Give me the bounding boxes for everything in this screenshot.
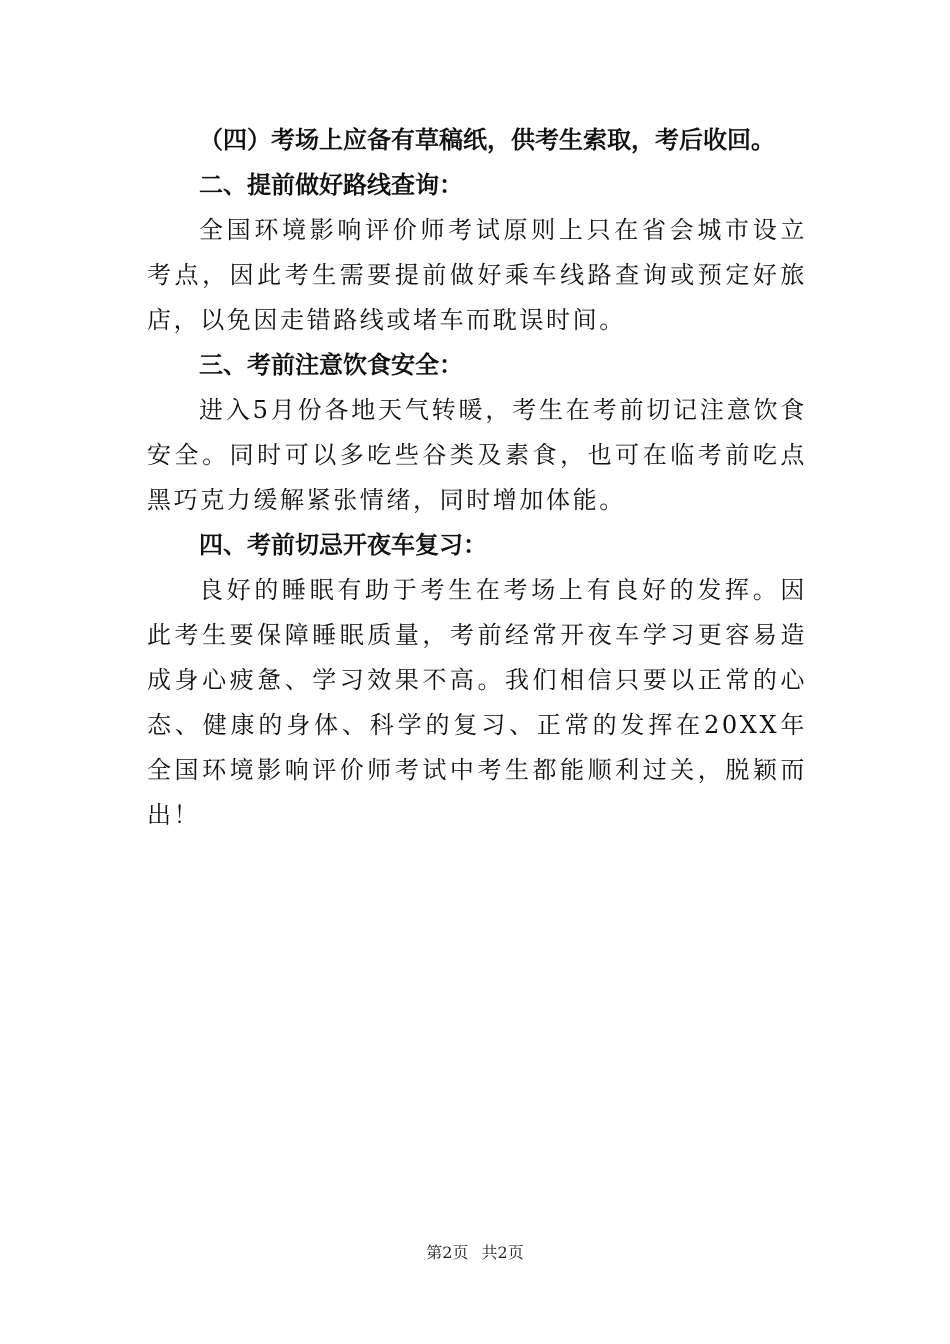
section-4-paragraph: 良好的睡眠有助于考生在考场上有良好的发挥。因此考生要保障睡眠质量，考前经常开夜车学习更容易造成身心疲惫、学习效果不高。我们相信只要以正常的心态、健康的身体、科学的复习、正常的发挥在20XX年全国环境影响评价师考试中考生都能顺利过关，脱颖而出！ <box>147 576 807 829</box>
page-footer <box>0 1240 950 1263</box>
section-2-paragraph: 全国环境影响评价师考试原则上只在省会城市设立考点，因此考生需要提前做好乘车线路查询或预定好旅店，以免因走错路线或堵车而耽误时间。 <box>147 216 807 334</box>
document-body <box>147 118 807 838</box>
section-4-title: 四、考前切忌开夜车复习： <box>199 531 487 559</box>
item-4-heading: （四）考场上应备有草稿纸，供考生索取，考后收回。 <box>199 126 775 154</box>
page-number: 第2页 <box>426 1243 469 1262</box>
section-3-title: 三、考前注意饮食安全： <box>199 351 463 379</box>
section-2-title: 二、提前做好路线查询： <box>199 171 463 199</box>
section-3-paragraph: 进入5月份各地天气转暖，考生在考前切记注意饮食安全。同时可以多吃些谷类及素食，也可在临考前吃点黑巧克力缓解紧张情绪，同时增加体能。 <box>147 396 807 514</box>
page-total: 共2页 <box>481 1243 524 1262</box>
